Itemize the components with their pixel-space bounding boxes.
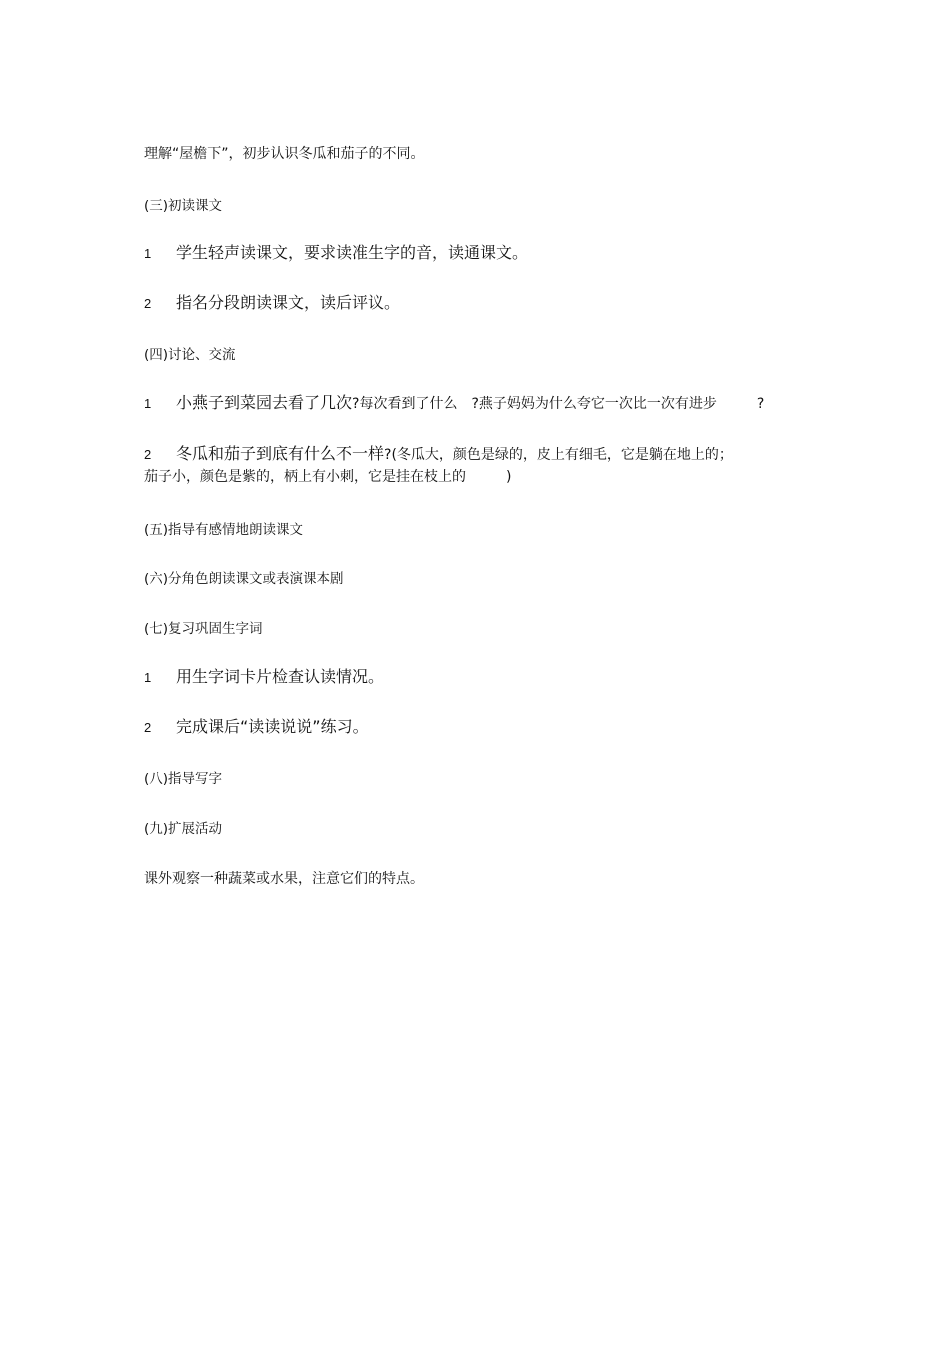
section-6-heading: (六)分角色朗读课文或表演课本剧: [144, 571, 344, 587]
item-text: 小燕子到菜园去看了几次: [176, 393, 353, 412]
item-text-continued: 茄子小，颜色是紫的，柄上有小刺，它是挂在枝上的: [144, 469, 466, 485]
section-8-heading: (八)指导写字: [144, 771, 223, 787]
intro-paragraph: 理解“屋檐下”，初步认识冬瓜和茄子的不同。: [144, 146, 425, 162]
item-number: 2: [144, 296, 152, 311]
item-text: 完成课后“读读说说”练习。: [176, 717, 369, 736]
item-text-end: ?: [756, 396, 765, 412]
item-number: 2: [144, 447, 152, 462]
section-7-heading: (七)复习巩固生字词: [144, 621, 263, 637]
section-7-item-2: [144, 717, 369, 738]
section-5-heading: (五)指导有感情地朗读课文: [144, 522, 304, 538]
item-text: 用生字词卡片检查认读情况。: [176, 667, 385, 686]
section-4-item-2: [144, 444, 733, 465]
section-3-heading: (三)初读课文: [144, 198, 223, 214]
item-text-end: ): [506, 469, 512, 485]
section-9-heading: (九)扩展活动: [144, 821, 223, 837]
section-3-item-1: [144, 243, 528, 264]
item-text-continued: ?每次看到了什么: [352, 396, 458, 412]
section-4-heading: (四)讨论、交流: [144, 347, 236, 363]
item-text: 学生轻声读课文，要求读准生字的音，读通课文。: [176, 243, 529, 262]
section-3-item-2: [144, 293, 400, 314]
item-text: 冬瓜和茄子到底有什么不一样: [176, 444, 385, 463]
item-number: 1: [144, 396, 152, 411]
item-text-continued: ?燕子妈妈为什么夸它一次比一次有进步: [471, 396, 717, 412]
item-number: 1: [144, 670, 152, 685]
section-4-item-2-line-2: [144, 467, 511, 487]
item-number: 1: [144, 246, 152, 261]
section-9-paragraph: 课外观察一种蔬菜或水果，注意它们的特点。: [144, 871, 424, 887]
item-number: 2: [144, 720, 152, 735]
section-7-item-1: [144, 667, 384, 688]
item-text-continued: ?(冬瓜大，颜色是绿的，皮上有细毛，它是躺在地上的；: [384, 447, 733, 463]
item-text: 指名分段朗读课文，读后评议。: [176, 293, 401, 312]
section-4-item-1: [144, 393, 764, 414]
